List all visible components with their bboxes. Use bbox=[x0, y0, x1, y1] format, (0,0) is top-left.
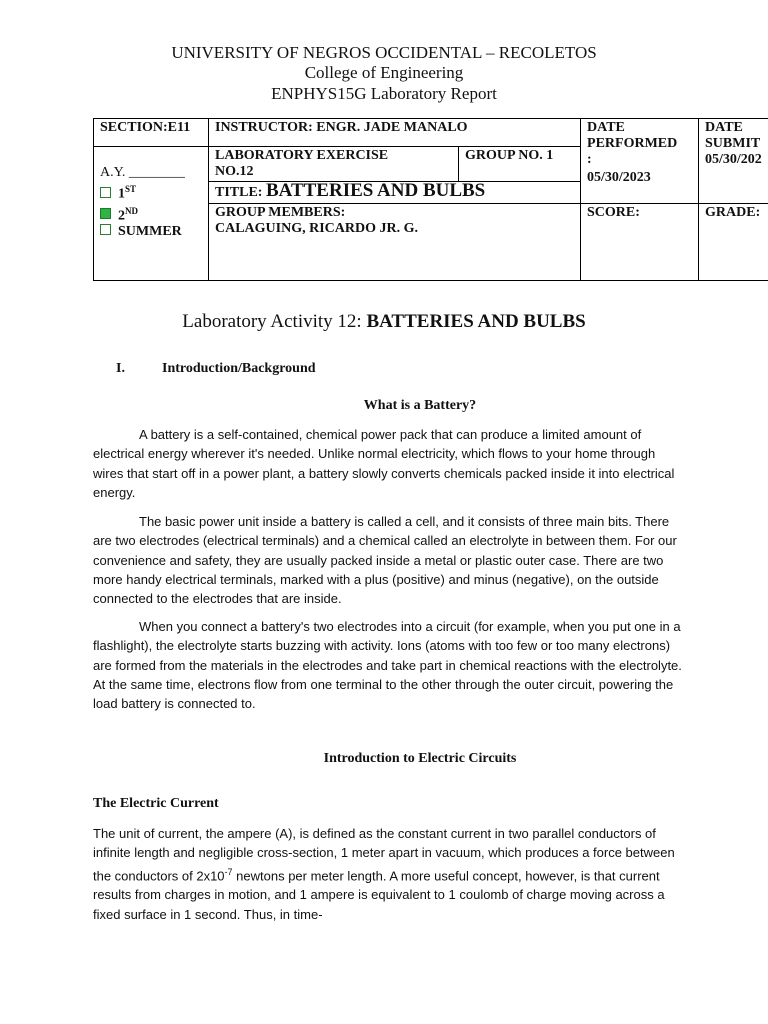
term-summer-label: SUMMER bbox=[118, 224, 182, 240]
term-first-sup: ST bbox=[125, 184, 137, 194]
section-number: I. bbox=[116, 361, 125, 376]
current-paragraph-exponent: -7 bbox=[224, 866, 233, 877]
group-members-cell bbox=[209, 204, 581, 281]
circuits-heading: Introduction to Electric Circuits bbox=[323, 751, 517, 766]
term-cell bbox=[94, 147, 209, 281]
battery-paragraph-1-text: A battery is a self-contained, chemical power pack that can produce a limited amount of electrical energy wherever it's needed. Unlike normal electricity, which flows to your home through wires that start off in a power plant, a battery slowly converts chemicals packed inside it into electrical energy. bbox=[93, 427, 675, 500]
section-heading: Introduction/Background bbox=[162, 361, 316, 376]
lab-exercise-cell bbox=[209, 147, 459, 182]
current-paragraph bbox=[93, 824, 683, 924]
term-second bbox=[100, 203, 202, 225]
section-cell bbox=[94, 119, 209, 147]
current-paragraph-text-b: newtons per meter length. A more useful concept, however, is that current results from charges in motion, and 1 ampere is equivalent to 1 coulomb of charge moving across a fixed surface in 1 second. Thus, in time- bbox=[93, 867, 665, 922]
score-cell bbox=[581, 204, 699, 281]
date-submitted-cell bbox=[699, 119, 768, 204]
battery-paragraph-3 bbox=[93, 617, 683, 713]
date-performed-value: 05/30/2023 bbox=[587, 170, 651, 185]
battery-paragraph-3-text: When you connect a battery's two electrodes into a circuit (for example, when you put one in a flashlight), the electrolyte starts buzzing with activity. Ions (atoms with too few or too many electrons) are formed from the materials in the electrodes and take part in chemical reactions with the electrolyte. At the same time, electrons flow from one terminal to the other through the outer circuit, powering the load battery is connected to. bbox=[93, 619, 682, 712]
current-paragraph-text-a: The unit of current, the ampere (A), is defined as the constant current in two parallel conductors of infinite length and negligible cross-section, 1 meter apart in vacuum, which produces a force between the conductors of 2x10 bbox=[93, 826, 675, 883]
date-performed-label: DATE PERFORMED bbox=[587, 120, 678, 151]
electric-current-heading: The Electric Current bbox=[93, 796, 219, 811]
term-first-num: 1 bbox=[118, 186, 125, 202]
score-label: SCORE: bbox=[587, 205, 640, 220]
date-performed-colon: : bbox=[587, 152, 592, 167]
battery-paragraph-2 bbox=[93, 512, 683, 608]
grade-cell bbox=[699, 204, 768, 281]
lab-info-table bbox=[93, 118, 768, 281]
title-label: TITLE: bbox=[215, 185, 263, 200]
lab-exercise-line-1: LABORATORY EXERCISE bbox=[215, 148, 389, 163]
instructor-cell bbox=[209, 119, 581, 147]
date-submitted-label-2: SUBMIT bbox=[705, 136, 761, 151]
term-second-sup: ND bbox=[125, 205, 138, 216]
title-cell bbox=[209, 182, 581, 204]
activity-title bbox=[0, 311, 768, 333]
section-label: SECTION:E11 bbox=[100, 120, 191, 135]
report-name: ENPHYS15G Laboratory Report bbox=[271, 84, 497, 103]
activity-title-name: BATTERIES AND BULBS bbox=[366, 311, 586, 332]
term-first bbox=[100, 181, 202, 203]
date-performed-cell bbox=[581, 119, 699, 204]
group-members-label: GROUP MEMBERS: bbox=[215, 205, 346, 220]
group-member-1: CALAGUING, RICARDO JR. G. bbox=[215, 221, 419, 236]
term-summer bbox=[100, 224, 202, 240]
term-first-checkbox[interactable] bbox=[100, 187, 111, 198]
instructor-label: INSTRUCTOR: ENGR. JADE MANALO bbox=[215, 120, 468, 135]
term-second-num: 2 bbox=[118, 208, 125, 224]
title-value: BATTERIES AND BULBS bbox=[265, 181, 486, 201]
battery-heading: What is a Battery? bbox=[363, 398, 477, 413]
term-summer-checkbox[interactable] bbox=[100, 224, 111, 235]
date-submitted-value: 05/30/202 bbox=[705, 152, 762, 167]
battery-paragraph-2-text: The basic power unit inside a battery is called a cell, and it consists of three main bits. There are two electrodes (electrical terminals) and a chemical called an electrolyte in between them. For our convenience and safety, they are usually packed inside a metal or plastic outer case. There are two more handy electrical terminals, marked with a plus (positive) and minus (negative), on the outside connected to the electrodes that are inside. bbox=[93, 514, 677, 607]
date-submitted-label-1: DATE bbox=[705, 120, 743, 135]
group-no-label: GROUP NO. 1 bbox=[465, 148, 554, 163]
activity-title-prefix: Laboratory Activity 12: bbox=[182, 311, 367, 332]
grade-label: GRADE: bbox=[705, 205, 761, 220]
university-name: UNIVERSITY OF NEGROS OCCIDENTAL – RECOLETOS bbox=[171, 43, 597, 62]
term-second-checkbox[interactable] bbox=[100, 208, 111, 219]
academic-year-label: A.Y. ________ bbox=[100, 165, 185, 180]
battery-paragraph-1 bbox=[93, 425, 683, 502]
lab-exercise-line-2: NO.12 bbox=[215, 164, 254, 179]
college-name: College of Engineering bbox=[304, 63, 464, 82]
group-no-cell bbox=[459, 147, 581, 182]
